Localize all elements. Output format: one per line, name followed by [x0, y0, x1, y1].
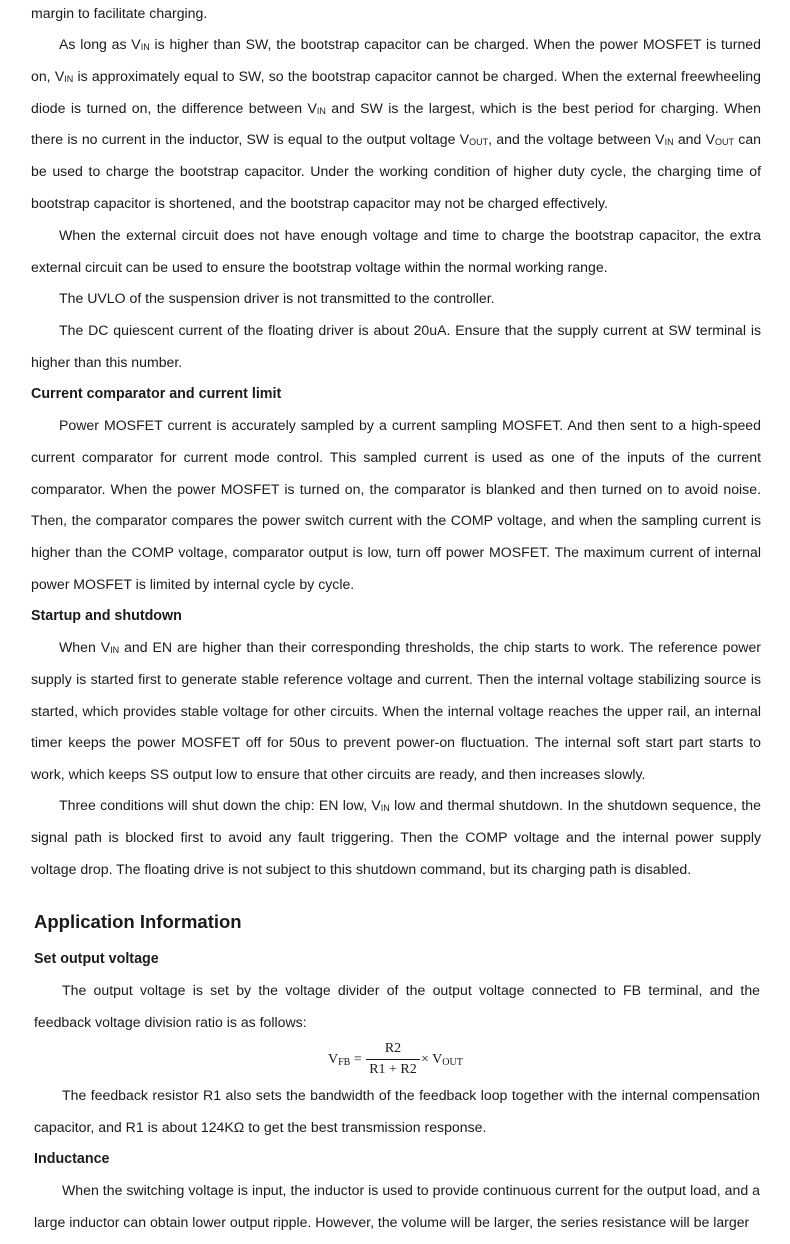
- paragraph-feedback-resistor: [34, 1080, 760, 1144]
- subscript: IN: [664, 137, 674, 148]
- text: Three conditions will shut down the chip: EN low, V: [59, 797, 381, 813]
- text: When V: [59, 639, 111, 655]
- text: The UVLO of the suspension driver is not transmitted to the controller.: [59, 290, 495, 306]
- text: The output voltage is set by the voltage divider of the output voltage connected to FB terminal, and the feedback voltage division ratio is as follows:: [34, 982, 760, 1030]
- paragraph-current-comparator: [31, 410, 761, 601]
- feedback-formula: [328, 1040, 508, 1080]
- heading-current-comparator: Current comparator and current limit: [31, 386, 282, 402]
- formula-symbol: V: [432, 1052, 443, 1067]
- formula-times: ×: [421, 1052, 429, 1067]
- text: , and the voltage between V: [488, 131, 665, 148]
- paragraph-uvlo: [31, 283, 761, 315]
- paragraph-charging-margin: [31, 0, 761, 30]
- paragraph-shutdown: [31, 790, 761, 885]
- formula-rhs: [421, 1052, 463, 1068]
- text: is approximately equal to SW, so the bootstrap capacitor cannot be charged. When the external freewheeling diode is turned on, the difference between V: [31, 67, 761, 116]
- paragraph-output-voltage: [34, 975, 760, 1039]
- paragraph-bootstrap-charging: [31, 29, 761, 220]
- text: low and thermal shutdown. In the shutdown sequence, the signal path is blocked first to avoid any fault triggering. Then the COMP voltage and the internal power supply voltage drop. The floating drive is not subject to this shutdown command, but its charging path is disabled.: [31, 797, 761, 877]
- paragraph-startup: [31, 632, 761, 791]
- paragraph-quiescent-current: [31, 315, 761, 379]
- text: and EN are higher than their corresponding thresholds, the chip starts to work. The reference power supply is started first to generate stable reference voltage and current. Then the internal voltage stabilizing source is started, which provides stable voltage for other circuits. When the internal voltage reaches the upper rail, an internal timer keeps the power MOSFET off for 50us to prevent power-on fluctuation. The internal soft start part starts to work, which keeps SS output low to ensure that other circuits are ready, and then increases slowly.: [31, 639, 762, 782]
- text: can be used to charge the bootstrap capacitor. Under the working condition of higher duty cycle, the charging time of bootstrap capacitor is shortened, and the bootstrap capacitor may not be charged effectively.: [31, 131, 762, 211]
- text: margin to facilitate charging.: [31, 5, 208, 21]
- text: The feedback resistor R1 also sets the bandwidth of the feedback loop together with the internal compensation capacitor, and R1 is about 124KΩ to get the best transmission response.: [34, 1087, 760, 1135]
- subscript: IN: [380, 803, 390, 813]
- heading-startup-shutdown: Startup and shutdown: [31, 608, 182, 624]
- subscript: IN: [316, 105, 326, 116]
- subscript: IN: [64, 73, 74, 84]
- text: and SW is the largest, which is the best period for charging. When there is no current in the inductor, SW is equal to the output voltage V: [31, 99, 761, 148]
- text: is higher than SW, the bootstrap capacitor can be charged. When the power MOSFET is turned on, V: [31, 36, 761, 84]
- text: The DC quiescent current of the floating driver is about 20uA. Ensure that the supply current at SW terminal is higher than this number.: [31, 322, 761, 370]
- text: When the external circuit does not have enough voltage and time to charge the bootstrap capacitor, the extra external circuit can be used to ensure the bootstrap voltage within the normal working range.: [31, 227, 761, 275]
- formula-subscript: OUT: [442, 1057, 463, 1068]
- subscript: IN: [140, 42, 150, 52]
- formula-equals: =: [353, 1052, 362, 1067]
- text: Power MOSFET current is accurately sampled by a current sampling MOSFET. And then sent to a high-speed current comparator for current mode control. This sampled current is used as one of the inputs of the current comparator. When the power MOSFET is turned on, the comparator is blanked and then turned on to avoid noise. Then, the comparator compares the power switch current with the COMP voltage, and when the sampling current is higher than the COMP voltage, comparator output is low, turn off power MOSFET. The maximum current of internal power MOSFET is limited by internal cycle by cycle.: [31, 417, 761, 592]
- heading-set-output-voltage: Set output voltage: [34, 951, 159, 967]
- subscript: OUT: [715, 137, 735, 148]
- text: and V: [673, 131, 716, 148]
- paragraph-external-circuit: [31, 220, 761, 284]
- fraction-bar: [366, 1059, 420, 1060]
- paragraph-inductance: [34, 1175, 760, 1239]
- formula-lhs: [328, 1052, 362, 1068]
- heading-application-information: Application Information: [34, 911, 242, 932]
- formula-symbol: V: [328, 1052, 339, 1067]
- formula-denominator: R1 + R2: [369, 1062, 417, 1077]
- subscript: IN: [110, 645, 120, 655]
- heading-inductance: Inductance: [34, 1151, 110, 1167]
- subscript: OUT: [469, 137, 489, 148]
- formula-subscript: FB: [338, 1057, 351, 1068]
- text: As long as V: [59, 36, 141, 52]
- formula-fraction: [366, 1040, 420, 1079]
- formula-numerator: R2: [384, 1041, 402, 1056]
- text: When the switching voltage is input, the inductor is used to provide continuous current for the output load, and a large inductor can obtain lower output ripple. However, the volume will be larger, the series resistance will be larger: [34, 1182, 760, 1230]
